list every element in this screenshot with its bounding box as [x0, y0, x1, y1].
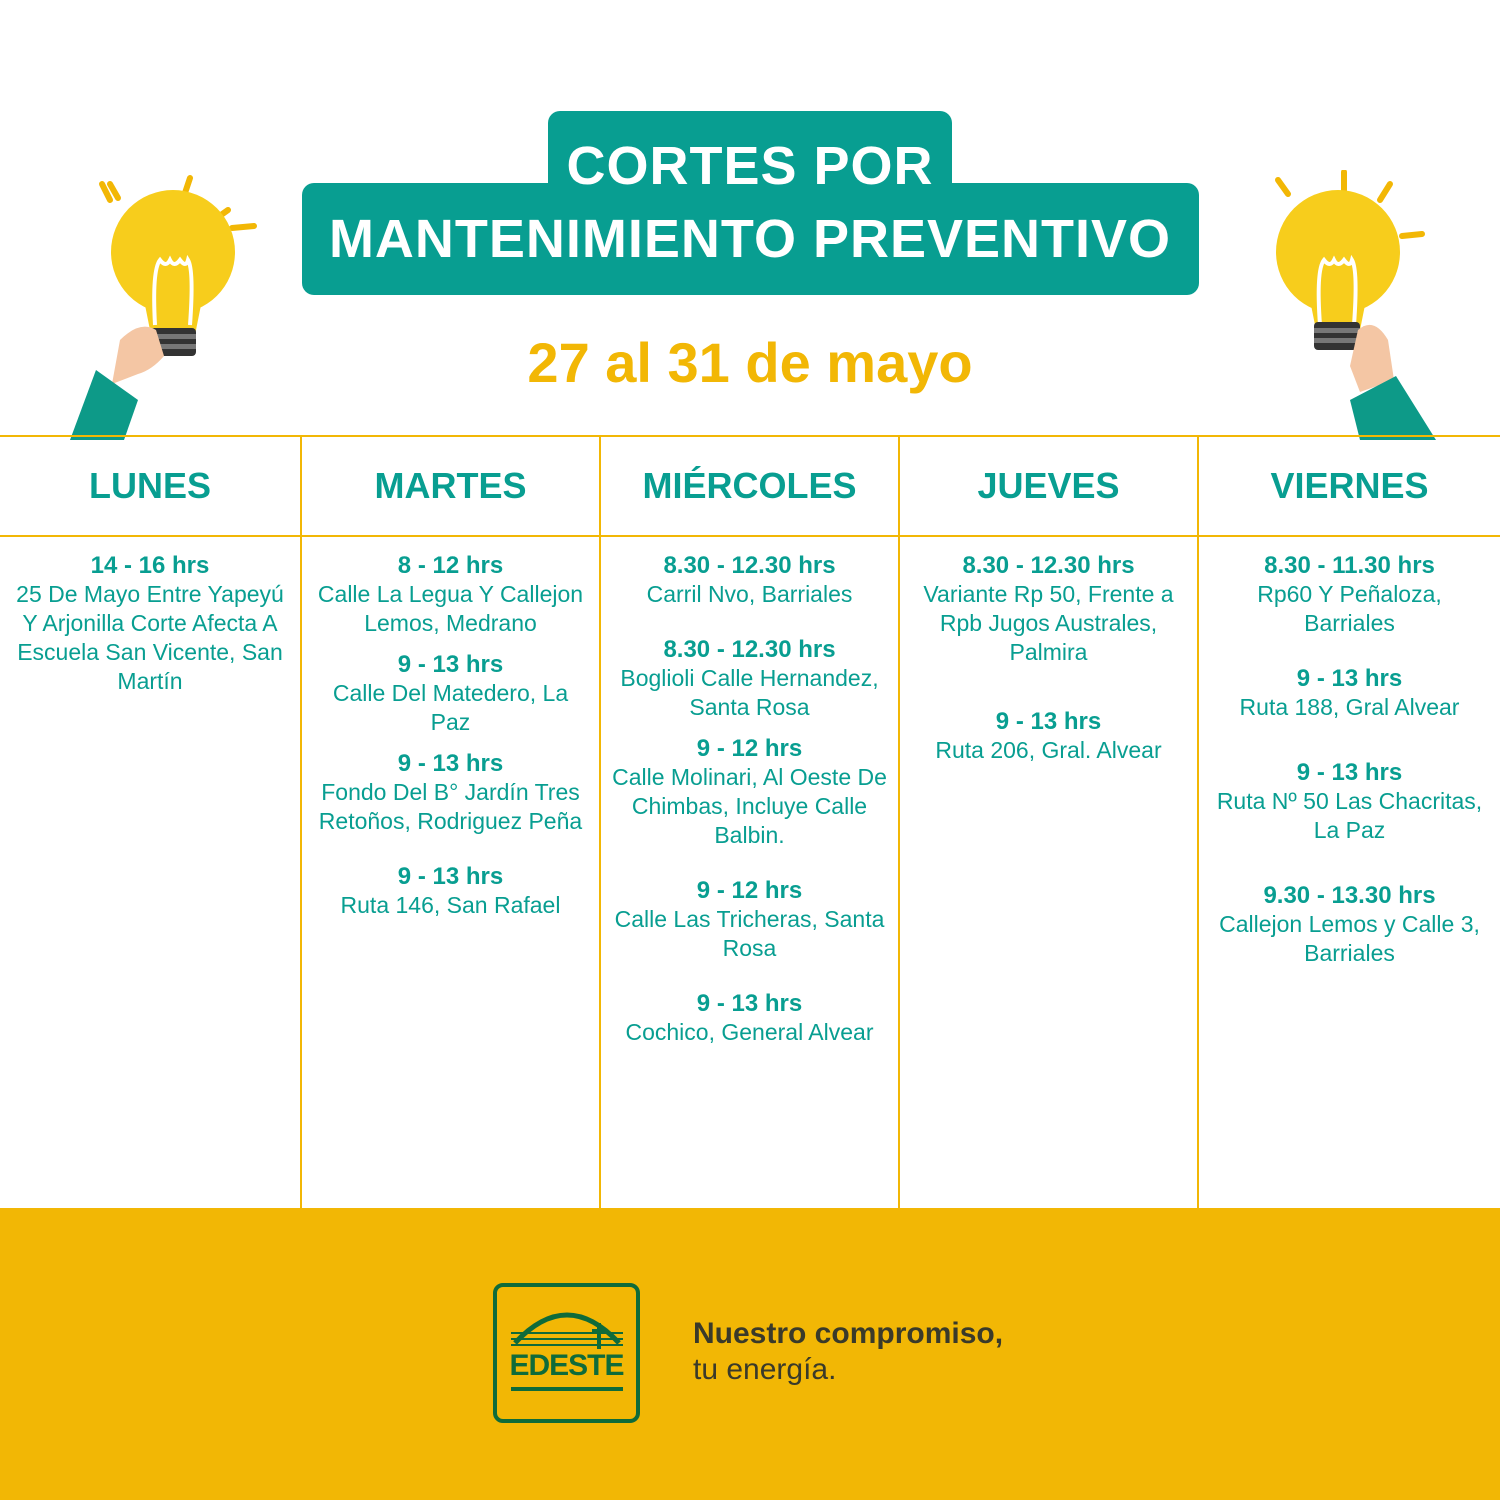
schedule-entry — [601, 551, 898, 609]
schedule-entry — [601, 635, 898, 722]
entry-place: Calle La Legua Y Callejon Lemos, Medrano — [317, 581, 584, 636]
entry-time: 14 - 16 hrs — [90, 552, 210, 579]
entry-place: Ruta 188, Gral Alvear — [1239, 694, 1460, 720]
entry-place: Boglioli Calle Hernandez, Santa Rosa — [620, 665, 879, 720]
lightbulb-in-hand-icon — [60, 170, 270, 440]
entry-place: Ruta 146, San Rafael — [340, 892, 561, 918]
entry-time: 8.30 - 11.30 hrs — [1264, 552, 1435, 579]
entry-place: Ruta 206, Gral. Alvear — [935, 737, 1162, 763]
entry-place: Calle Las Tricheras, Santa Rosa — [614, 906, 885, 961]
entry-place: Rp60 Y Peñaloza, Barriales — [1257, 581, 1442, 636]
entry-time: 9.30 - 13.30 hrs — [1263, 882, 1436, 909]
day-header: MARTES — [302, 437, 599, 537]
entry-time: 9 - 13 hrs — [397, 651, 504, 678]
entry-time: 9 - 13 hrs — [397, 863, 504, 890]
entry-place: Carril Nvo, Barriales — [646, 581, 853, 607]
day-header: LUNES — [0, 437, 300, 537]
footer-band — [0, 1208, 1500, 1500]
day-header: VIERNES — [1199, 437, 1500, 537]
schedule-entry — [1199, 664, 1500, 722]
entry-place: Variante Rp 50, Frente a Rpb Jugos Australes, Palmira — [923, 581, 1174, 665]
entry-time: 9 - 13 hrs — [696, 990, 803, 1017]
lightbulb-in-hand-icon — [1240, 170, 1450, 440]
entry-place: Calle Del Matedero, La Paz — [332, 680, 569, 735]
entry-place: Cochico, General Alvear — [625, 1019, 874, 1045]
entry-time: 8.30 - 12.30 hrs — [663, 636, 836, 663]
schedule-entry — [302, 551, 599, 638]
entry-time: 8.30 - 12.30 hrs — [663, 552, 836, 579]
day-header: MIÉRCOLES — [601, 437, 898, 537]
entry-time: 9 - 12 hrs — [696, 877, 803, 904]
slogan-line-1: Nuestro compromiso, — [693, 1317, 1004, 1350]
schedule-entry — [601, 989, 898, 1047]
title-line-2: MANTENIMIENTO PREVENTIVO — [328, 209, 1172, 269]
day-header: JUEVES — [900, 437, 1197, 537]
schedule-entry — [601, 734, 898, 850]
schedule-entry — [302, 749, 599, 836]
schedule-entry — [302, 650, 599, 737]
entry-time: 8.30 - 12.30 hrs — [962, 552, 1135, 579]
entry-place: 25 De Mayo Entre Yapeyú Y Arjonilla Corte Afecta A Escuela San Vicente, San Martín — [16, 581, 284, 694]
date-range: 27 al 31 de mayo — [527, 331, 973, 394]
edeste-logo — [493, 1283, 640, 1423]
logo-text: EDESTE — [509, 1349, 624, 1382]
title-line-1: CORTES POR — [566, 136, 934, 196]
entry-time: 9 - 13 hrs — [397, 750, 504, 777]
entry-place: Ruta Nº 50 Las Chacritas, La Paz — [1216, 788, 1483, 843]
schedule-entry — [1199, 881, 1500, 968]
day-column-jueves — [900, 437, 1199, 1210]
entry-place: Callejon Lemos y Calle 3, Barriales — [1219, 911, 1480, 966]
entry-time: 9 - 13 hrs — [1296, 665, 1403, 692]
schedule-grid — [0, 435, 1500, 1210]
schedule-entry — [601, 876, 898, 963]
entry-place: Fondo Del B° Jardín Tres Retoños, Rodriguez Peña — [318, 779, 583, 834]
schedule-entry — [302, 862, 599, 920]
day-column-martes — [302, 437, 601, 1210]
schedule-entry — [900, 551, 1197, 667]
entry-place: Calle Molinari, Al Oeste De Chimbas, Incluye Calle Balbin. — [612, 764, 887, 848]
day-column-miercoles — [601, 437, 900, 1210]
entry-time: 9 - 13 hrs — [995, 708, 1102, 735]
schedule-entry — [1199, 758, 1500, 845]
day-column-lunes — [0, 437, 302, 1210]
slogan — [693, 1316, 1003, 1388]
day-column-viernes — [1199, 437, 1500, 1210]
schedule-entry — [900, 707, 1197, 765]
entry-time: 8 - 12 hrs — [397, 552, 504, 579]
entry-time: 9 - 12 hrs — [696, 735, 803, 762]
slogan-line-2: tu energía. — [693, 1353, 837, 1386]
schedule-entry — [0, 551, 300, 696]
schedule-entry — [1199, 551, 1500, 638]
entry-time: 9 - 13 hrs — [1296, 759, 1403, 786]
